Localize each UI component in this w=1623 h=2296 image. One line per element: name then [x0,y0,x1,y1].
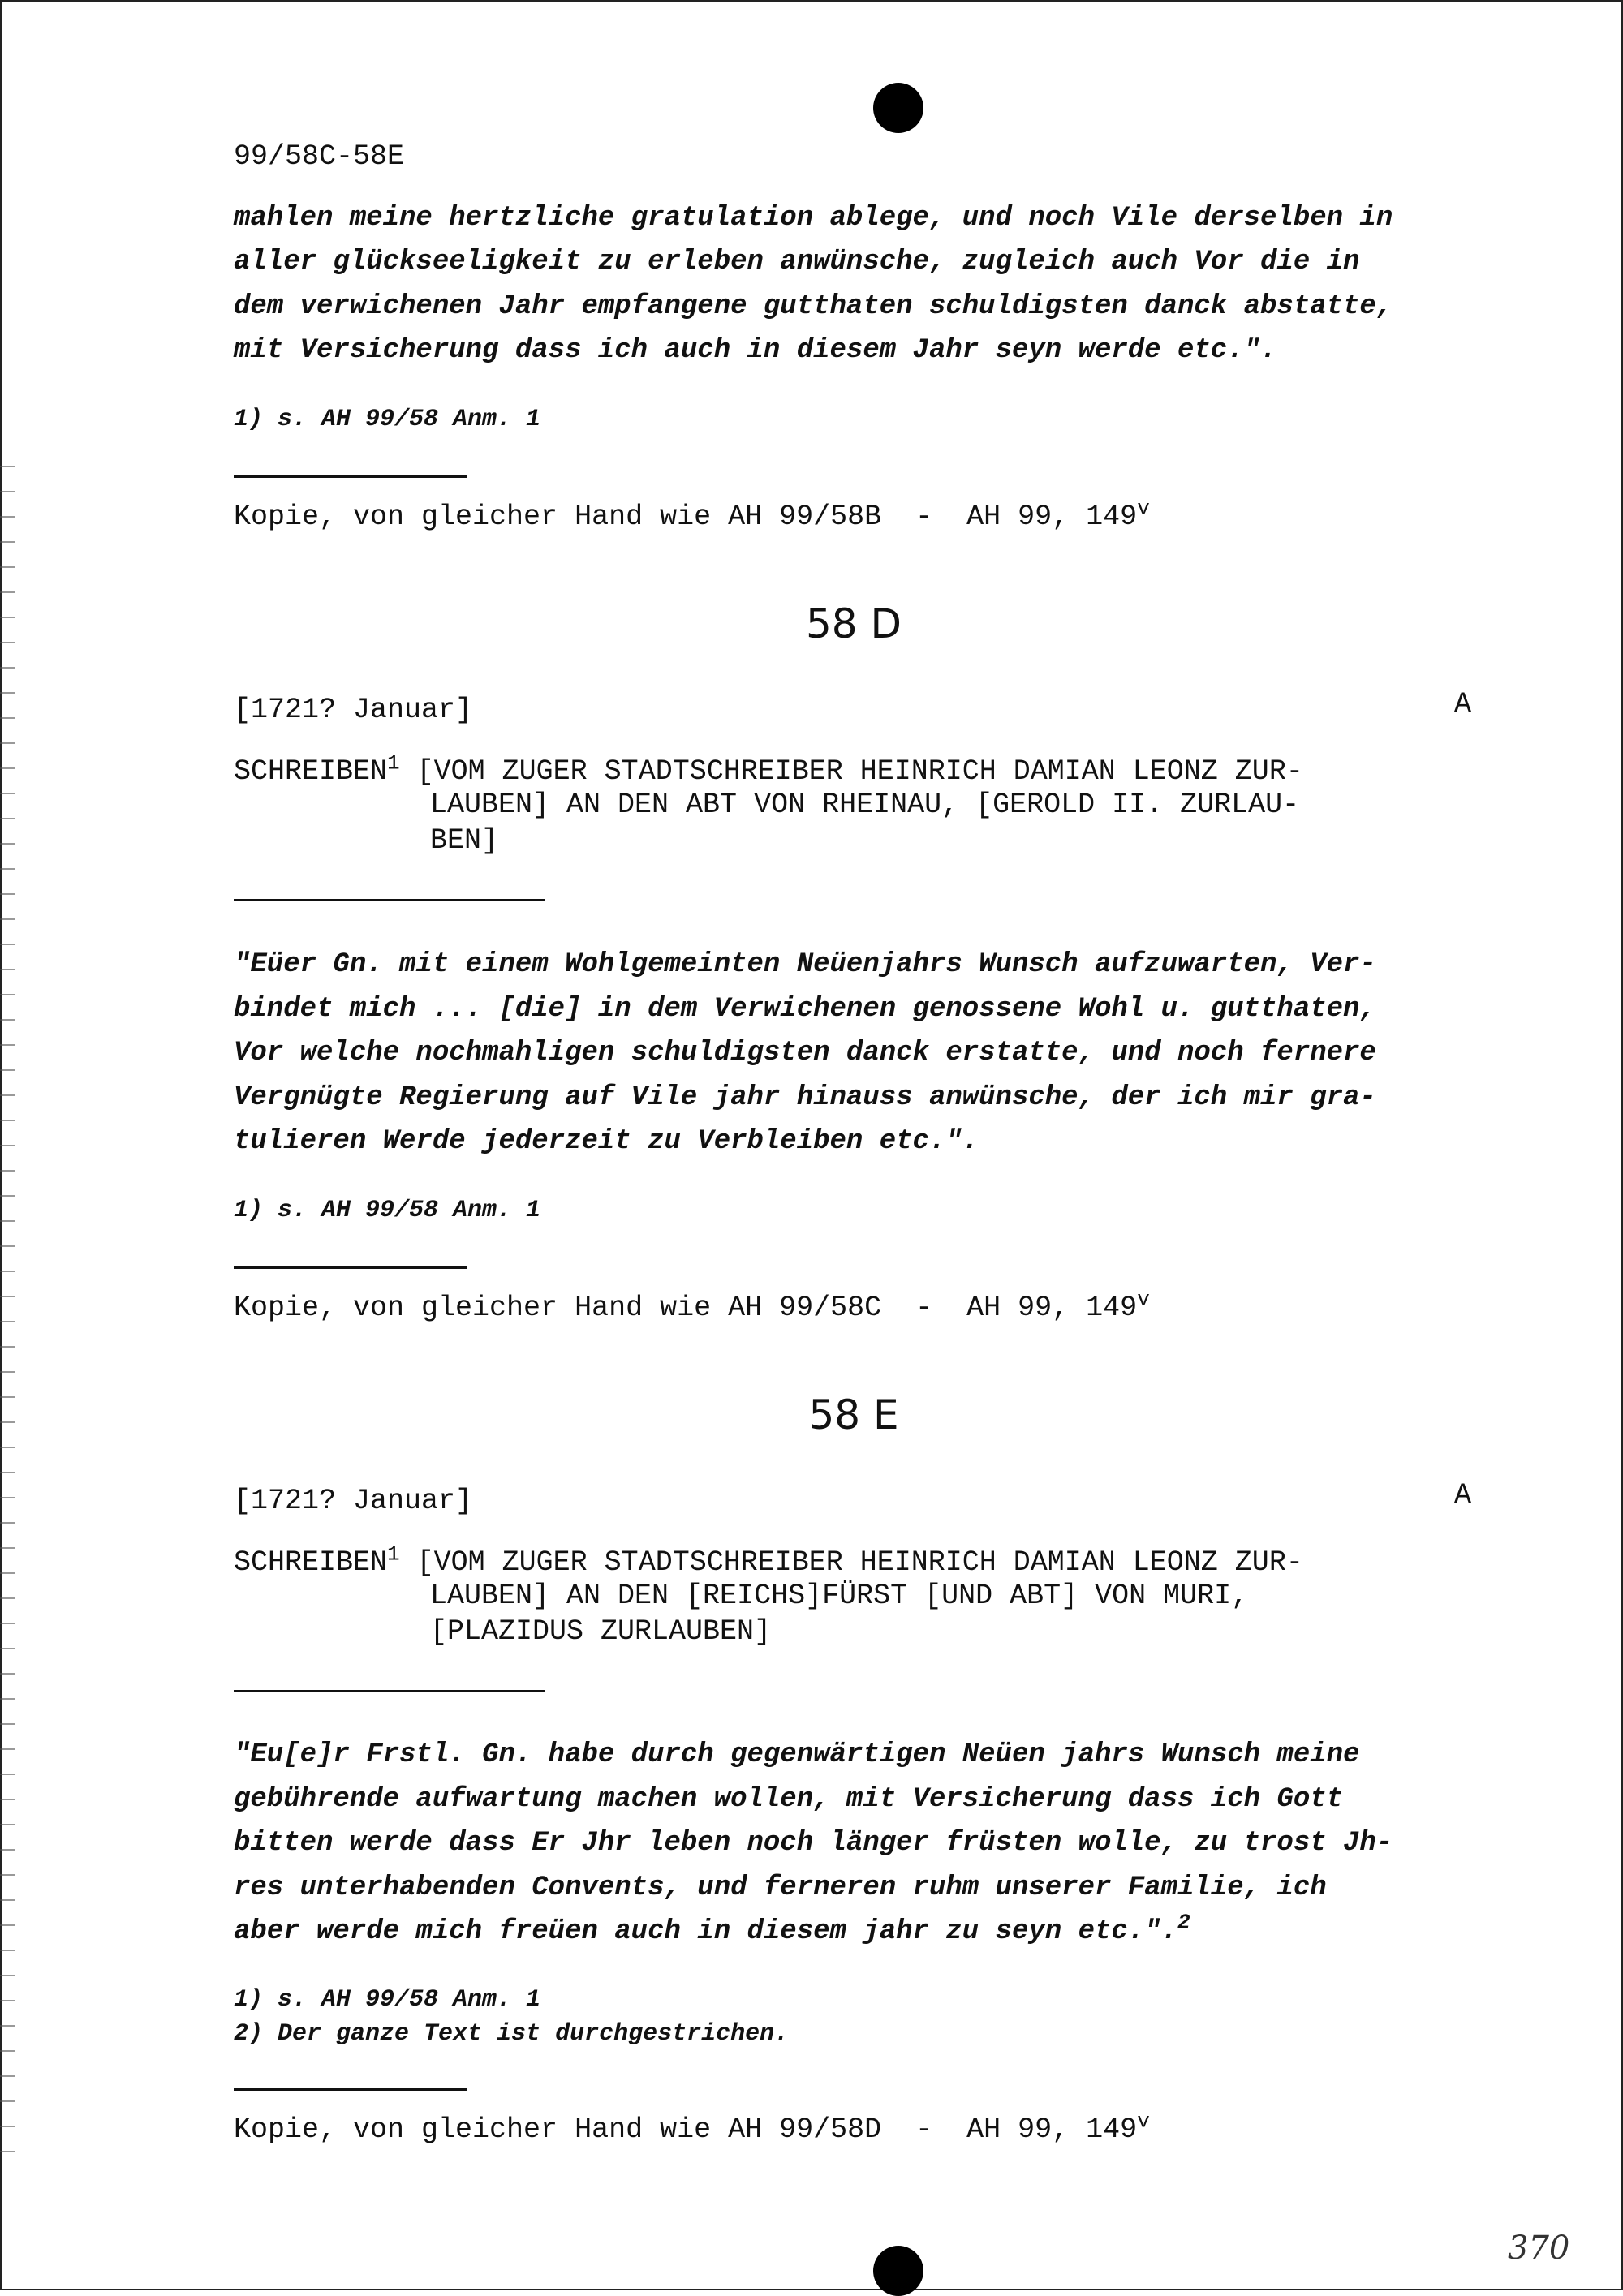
letter-body-line: Vor welche nochmahligen schuldigsten danck erstatte, und noch fernere [234,1038,1376,1068]
footnote-divider [234,2088,467,2091]
intro-footnote: 1) s. AH 99/58 Anm. 1 [234,406,541,433]
section-title-continuation: LAUBEN] AN DEN ABT VON RHEINAU, [GEROLD II. ZURLAU- [430,789,1300,821]
section-footnote: 1) s. AH 99/58 Anm. 1 [234,1197,541,1224]
section-marker-letter: A [1454,1479,1472,1511]
section-heading-58e: 58 E [808,1391,899,1438]
section-date: [1721? Januar] [234,1485,473,1517]
section-title-continuation: BEN] [430,824,499,857]
footnote-divider [234,1266,467,1269]
footnote-divider [234,475,467,478]
section-footnote: 1) s. AH 99/58 Anm. 1 [234,1986,541,2014]
section-copy-note: Kopie, von gleicher Hand wie AH 99/58C - AH 99, 149$^v$ [234,1287,1150,1324]
letter-body-line: "Eu[e]r Frstl. Gn. habe durch gegenwärtigen Neüen jahrs Wunsch meine [234,1739,1360,1770]
section-title-continuation: [PLAZIDUS ZURLAUBEN] [430,1615,772,1648]
punch-hole-top [873,83,923,133]
section-title: SCHREIBEN$^1$ [VOM ZUGER STADTSCHREIBER HEINRICH DAMIAN LEONZ ZUR- [234,750,1303,788]
letter-body-line: "Eüer Gn. mit einem Wohlgemeinten Neüenjahrs Wunsch aufzuwarten, Ver- [234,949,1376,980]
intro-line: aller glückseeligkeit zu erleben anwünsche, zugleich auch Vor die in [234,247,1360,277]
handwritten-page-number: 370 [1508,2229,1570,2267]
letter-body-line: bindet mich ... [die] in dem Verwichenen genossene Wohl u. gutthaten, [234,994,1376,1025]
intro-line: dem verwichenen Jahr empfangene gutthaten schuldigsten danck abstatte, [234,291,1393,322]
letter-body-line: tulieren Werde jederzeit zu Verbleiben etc.". [234,1126,979,1157]
letter-body-line: Vergnügte Regierung auf Vile jahr hinauss anwünsche, der ich mir gra- [234,1082,1376,1113]
section-date: [1721? Januar] [234,694,473,726]
intro-line: mit Versicherung dass ich auch in diesem Jahr seyn werde etc.". [234,335,1277,366]
section-title-continuation: LAUBEN] AN DEN [REICHS]FÜRST [UND ABT] VON MURI, [430,1580,1249,1612]
header-reference: 99/58C-58E [234,140,405,173]
section-heading-58d: 58 D [805,600,902,647]
letter-body-line-last: aber werde mich freüen auch in diesem jahr zu seyn etc.".$^2$ [234,1910,1190,1947]
title-divider [234,1690,545,1692]
title-divider [234,899,545,901]
punch-hole-bottom [873,2246,923,2296]
section-marker-letter: A [1454,688,1472,720]
letter-body-line: gebührende aufwartung machen wollen, mit Versicherung dass ich Gott [234,1784,1344,1815]
scan-margin-marks [0,454,15,2158]
intro-copy-note: Kopie, von gleicher Hand wie AH 99/58B - AH 99, 149$^v$ [234,496,1150,533]
section-title: SCHREIBEN$^1$ [VOM ZUGER STADTSCHREIBER HEINRICH DAMIAN LEONZ ZUR- [234,1541,1303,1579]
intro-line: mahlen meine hertzliche gratulation ablege, und noch Vile derselben in [234,203,1393,234]
section-copy-note: Kopie, von gleicher Hand wie AH 99/58D - AH 99, 149$^v$ [234,2109,1150,2146]
letter-body-line: bitten werde dass Er Jhr leben noch länger früsten wolle, zu trost Jh- [234,1828,1393,1859]
section-footnote: 2) Der ganze Text ist durchgestrichen. [234,2020,790,2048]
letter-body-line: res unterhabenden Convents, und ferneren ruhm unserer Familie, ich [234,1872,1327,1903]
